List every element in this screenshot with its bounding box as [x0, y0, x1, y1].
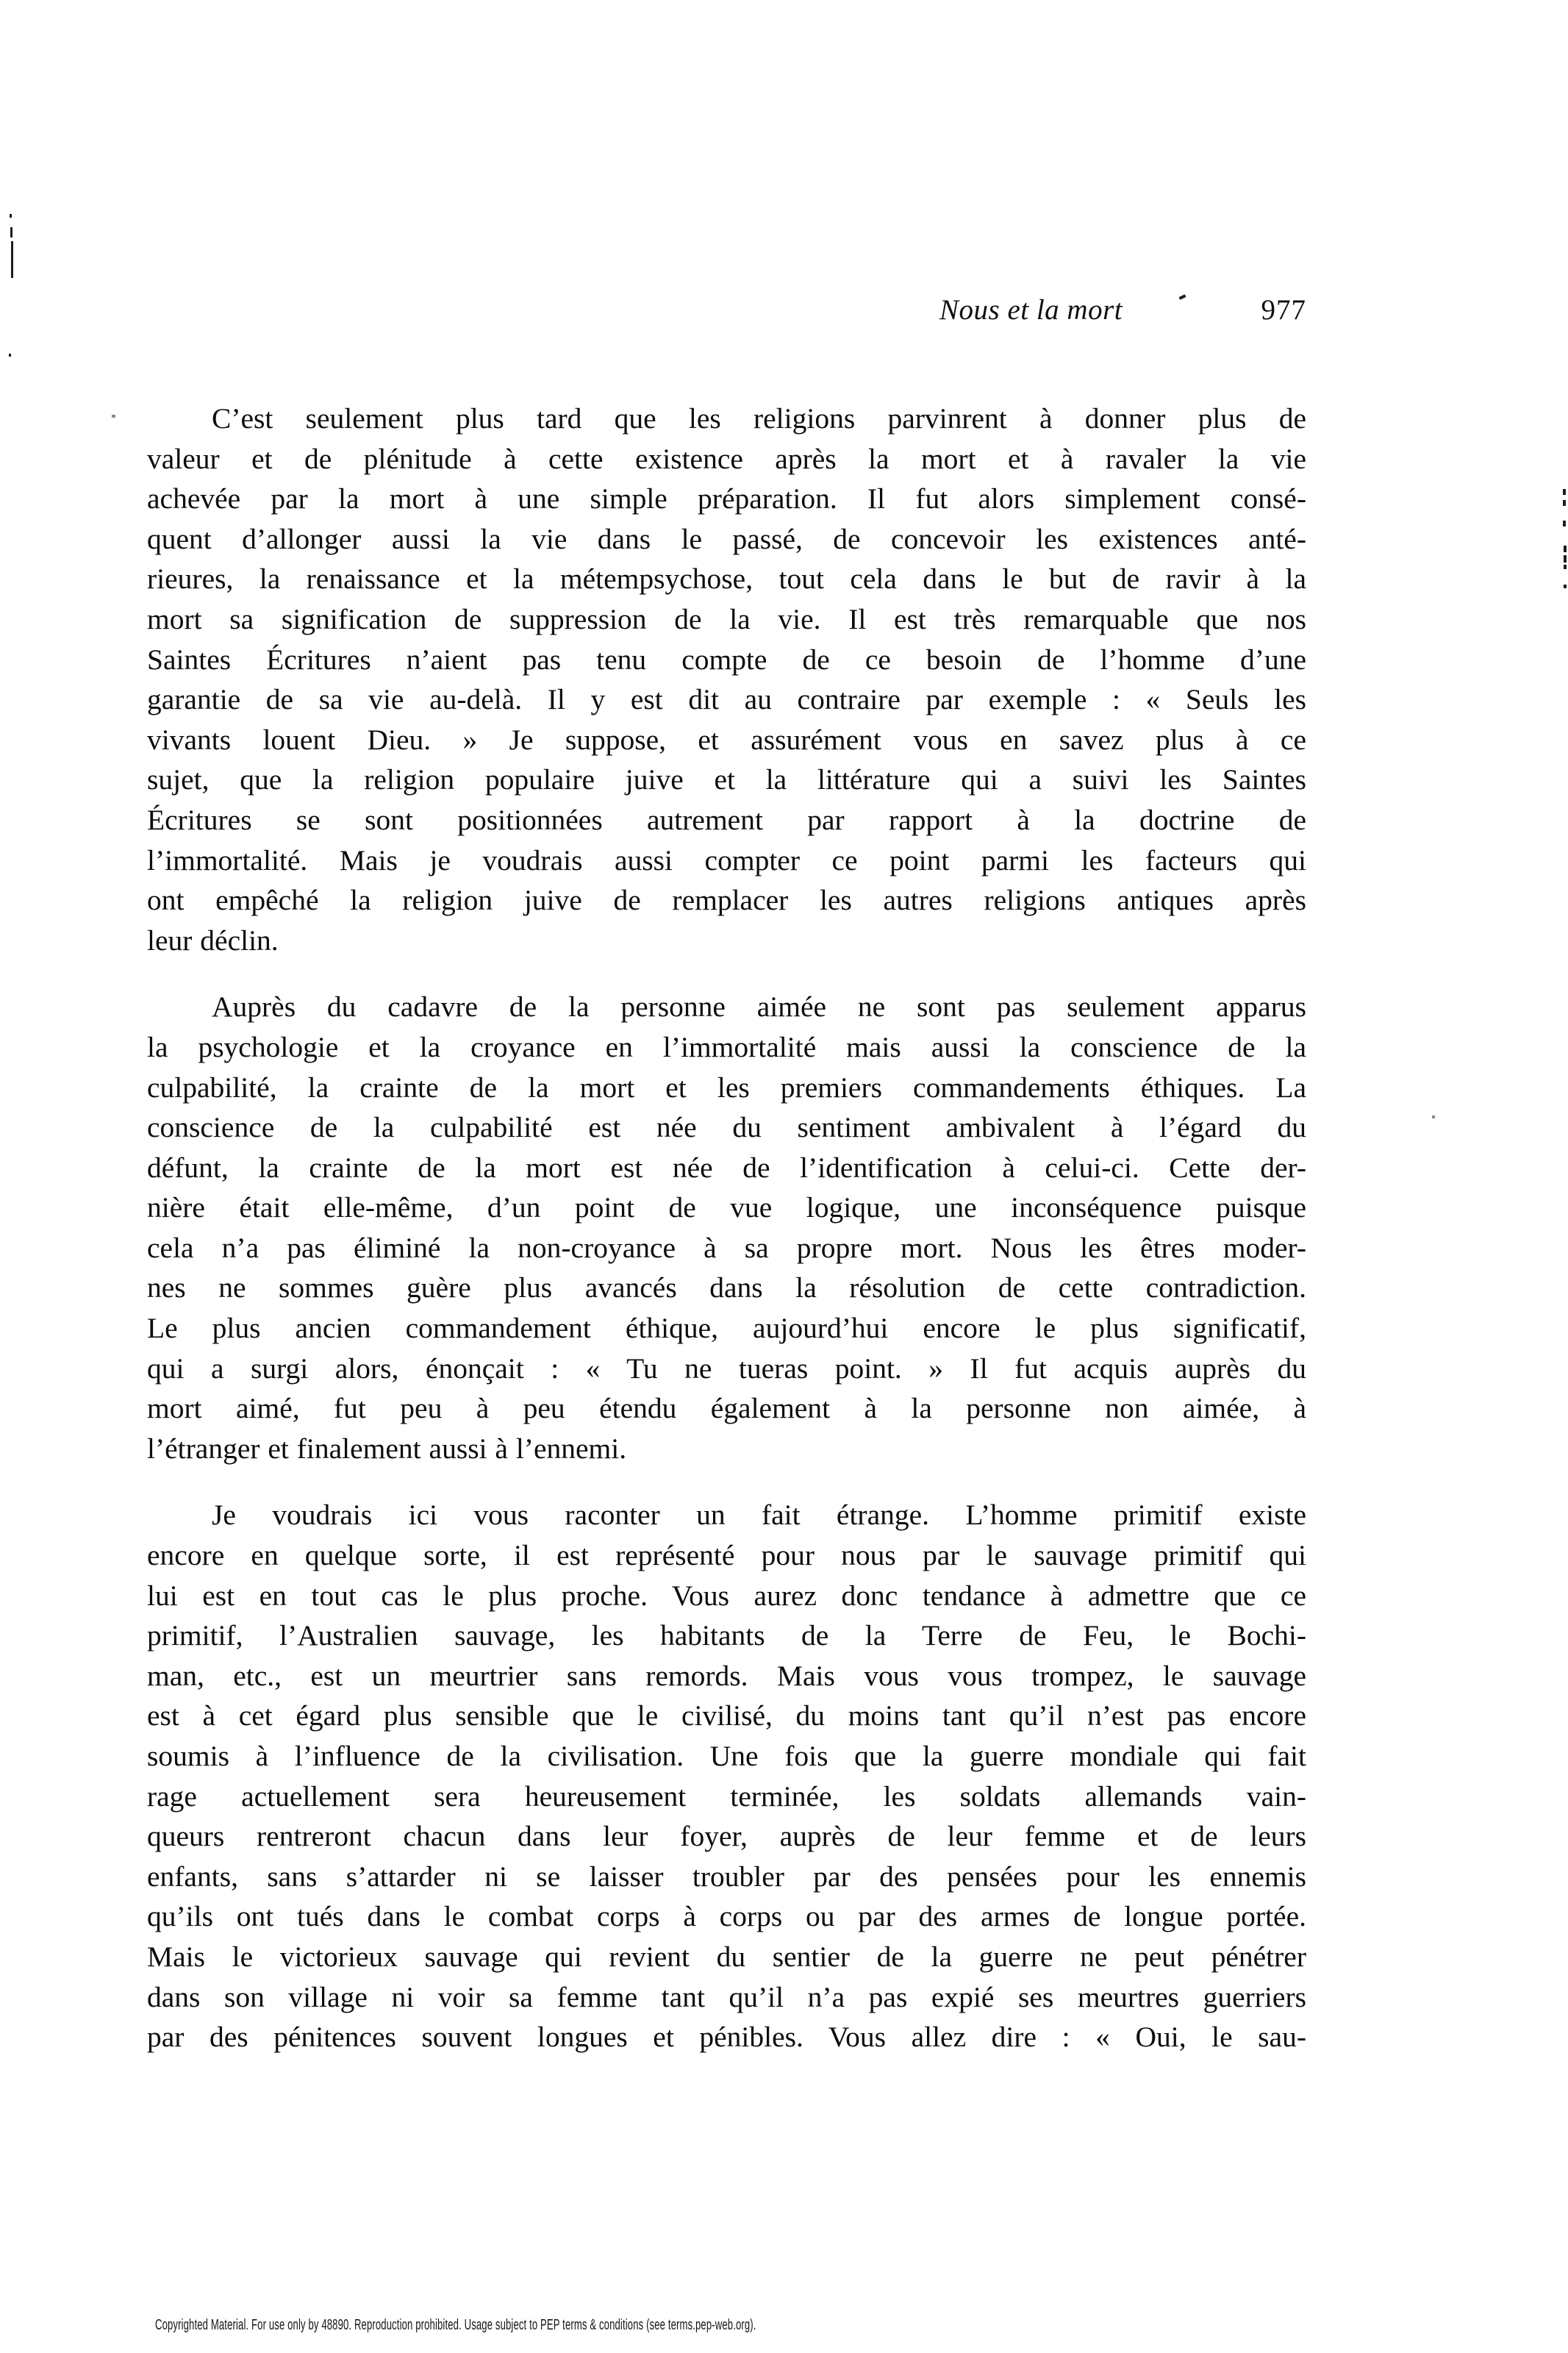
scan-artifact	[1563, 489, 1566, 495]
text-line: Je voudrais ici vous raconter un fait étrange. L’homme primitif existe	[212, 1499, 1306, 1532]
text-line: conscience de la culpabilité est née du sentiment ambivalent à l’égard du	[147, 1111, 1306, 1144]
text-line: rieures, la renaissance et la métempsychose, tout cela dans le but de ravir à la	[147, 563, 1306, 596]
text-line: par des pénitences souvent longues et pénibles. Vous allez dire : « Oui, le sau-	[147, 2021, 1306, 2054]
scan-artifact	[10, 214, 12, 218]
text-line: la psychologie et la croyance en l’immortalité mais aussi la conscience de la	[147, 1030, 1306, 1063]
text-line: nes ne sommes guère plus avancés dans la résolution de cette contradiction.	[147, 1271, 1306, 1304]
text-line: achevée par la mort à une simple préparation. Il fut alors simplement consé-	[147, 482, 1306, 515]
text-line: quent d’allonger aussi la vie dans le passé, de concevoir les existences anté-	[147, 522, 1306, 555]
page-number: 977	[1261, 294, 1306, 326]
scan-artifact	[1432, 1115, 1435, 1118]
text-line: Saintes Écritures n’aient pas tenu compte de ce besoin de l’homme d’une	[147, 643, 1306, 676]
text-line: enfants, sans s’attarder ni se laisser troubler par des pensées pour les ennemis	[147, 1860, 1306, 1893]
text-line: Écritures se sont positionnées autrement par rapport à la doctrine de	[147, 803, 1306, 836]
text-line: mort aimé, fut peu à peu étendu également à la personne non aimée, à	[147, 1392, 1306, 1425]
scan-artifact	[11, 241, 13, 278]
scan-artifact	[1564, 565, 1567, 569]
text-line: nière était elle-même, d’un point de vue logique, une inconséquence puisque	[147, 1191, 1306, 1224]
text-line: primitif, l’Australien sauvage, les habitants de la Terre de Feu, le Bochi-	[147, 1619, 1306, 1652]
running-title: Nous et la mort	[939, 294, 1123, 326]
text-line: C’est seulement plus tard que les religions parvinrent à donner plus de	[212, 402, 1306, 435]
text-line: culpabilité, la crainte de la mort et les premiers commandements éthiques. La	[147, 1071, 1306, 1104]
text-line: Auprès du cadavre de la personne aimée ne sont pas seulement apparus	[212, 990, 1306, 1024]
text-line: queurs rentreront chacun dans leur foyer, auprès de leur femme et de leurs	[147, 1820, 1306, 1853]
text-line: l’étranger et finalement aussi à l’ennemi.	[147, 1432, 627, 1465]
text-line: garantie de sa vie au-delà. Il y est dit au contraire par exemple : « Seuls les	[147, 683, 1306, 716]
text-line: leur déclin.	[147, 924, 279, 957]
text-line: man, etc., est un meurtrier sans remords. Mais vous vous trompez, le sauvage	[147, 1659, 1306, 1692]
text-line: qui a surgi alors, énonçait : « Tu ne tueras point. » Il fut acquis auprès du	[147, 1352, 1306, 1385]
scan-artifact	[1564, 555, 1567, 563]
scan-artifact	[112, 415, 115, 418]
text-line: encore en quelque sorte, il est représenté pour nous par le sauvage primitif qui	[147, 1539, 1306, 1572]
text-line: qu’ils ont tués dans le combat corps à corps ou par des armes de longue portée.	[147, 1900, 1306, 1933]
paragraph	[147, 1495, 1306, 2057]
text-line: dans son village ni voir sa femme tant qu’il n’a pas expié ses meurtres guerriers	[147, 1980, 1306, 2013]
body-text	[147, 399, 1306, 2057]
text-line: rage actuellement sera heureusement terminée, les soldats allemands vain-	[147, 1779, 1306, 1813]
paragraph	[147, 399, 1306, 960]
copyright-footer: Copyrighted Material. For use only by 48890. Reproduction prohibited. Usage subject to PEP terms & conditions (see terms.pep-web.org).	[155, 2317, 756, 2333]
scan-artifact	[1564, 546, 1567, 552]
scan-artifact	[10, 227, 12, 238]
text-line: Le plus ancien commandement éthique, aujourd’hui encore le plus significatif,	[147, 1312, 1306, 1345]
text-line: lui est en tout cas le plus proche. Vous aurez donc tendance à admettre que ce	[147, 1579, 1306, 1612]
text-line: vivants louent Dieu. » Je suppose, et assurément vous en savez plus à ce	[147, 723, 1306, 756]
text-line: Mais le victorieux sauvage qui revient du sentier de la guerre ne peut pénétrer	[147, 1940, 1306, 1973]
text-line: soumis à l’influence de la civilisation. Une fois que la guerre mondiale qui fait	[147, 1740, 1306, 1772]
paragraph	[147, 987, 1306, 1468]
text-line: est à cet égard plus sensible que le civilisé, du moins tant qu’il n’est pas encore	[147, 1699, 1306, 1732]
scan-artifact	[1563, 500, 1566, 506]
text-line: cela n’a pas éliminé la non-croyance à sa propre mort. Nous les êtres moder-	[147, 1231, 1306, 1264]
scan-artifact	[1563, 521, 1566, 526]
scan-artifact	[9, 354, 11, 357]
text-line: défunt, la crainte de la mort est née de l’identification à celui-ci. Cette der-	[147, 1151, 1306, 1184]
scan-artifact	[1564, 585, 1567, 588]
page-header	[147, 293, 1306, 332]
text-line: ont empêché la religion juive de remplacer les autres religions antiques après	[147, 884, 1306, 917]
text-line: valeur et de plénitude à cette existence après la mort et à ravaler la vie	[147, 442, 1306, 475]
text-line: mort sa signification de suppression de la vie. Il est très remarquable que nos	[147, 602, 1306, 635]
text-line: sujet, que la religion populaire juive et la littérature qui a suivi les Saintes	[147, 763, 1306, 796]
text-line: l’immortalité. Mais je voudrais aussi compter ce point parmi les facteurs qui	[147, 843, 1306, 876]
